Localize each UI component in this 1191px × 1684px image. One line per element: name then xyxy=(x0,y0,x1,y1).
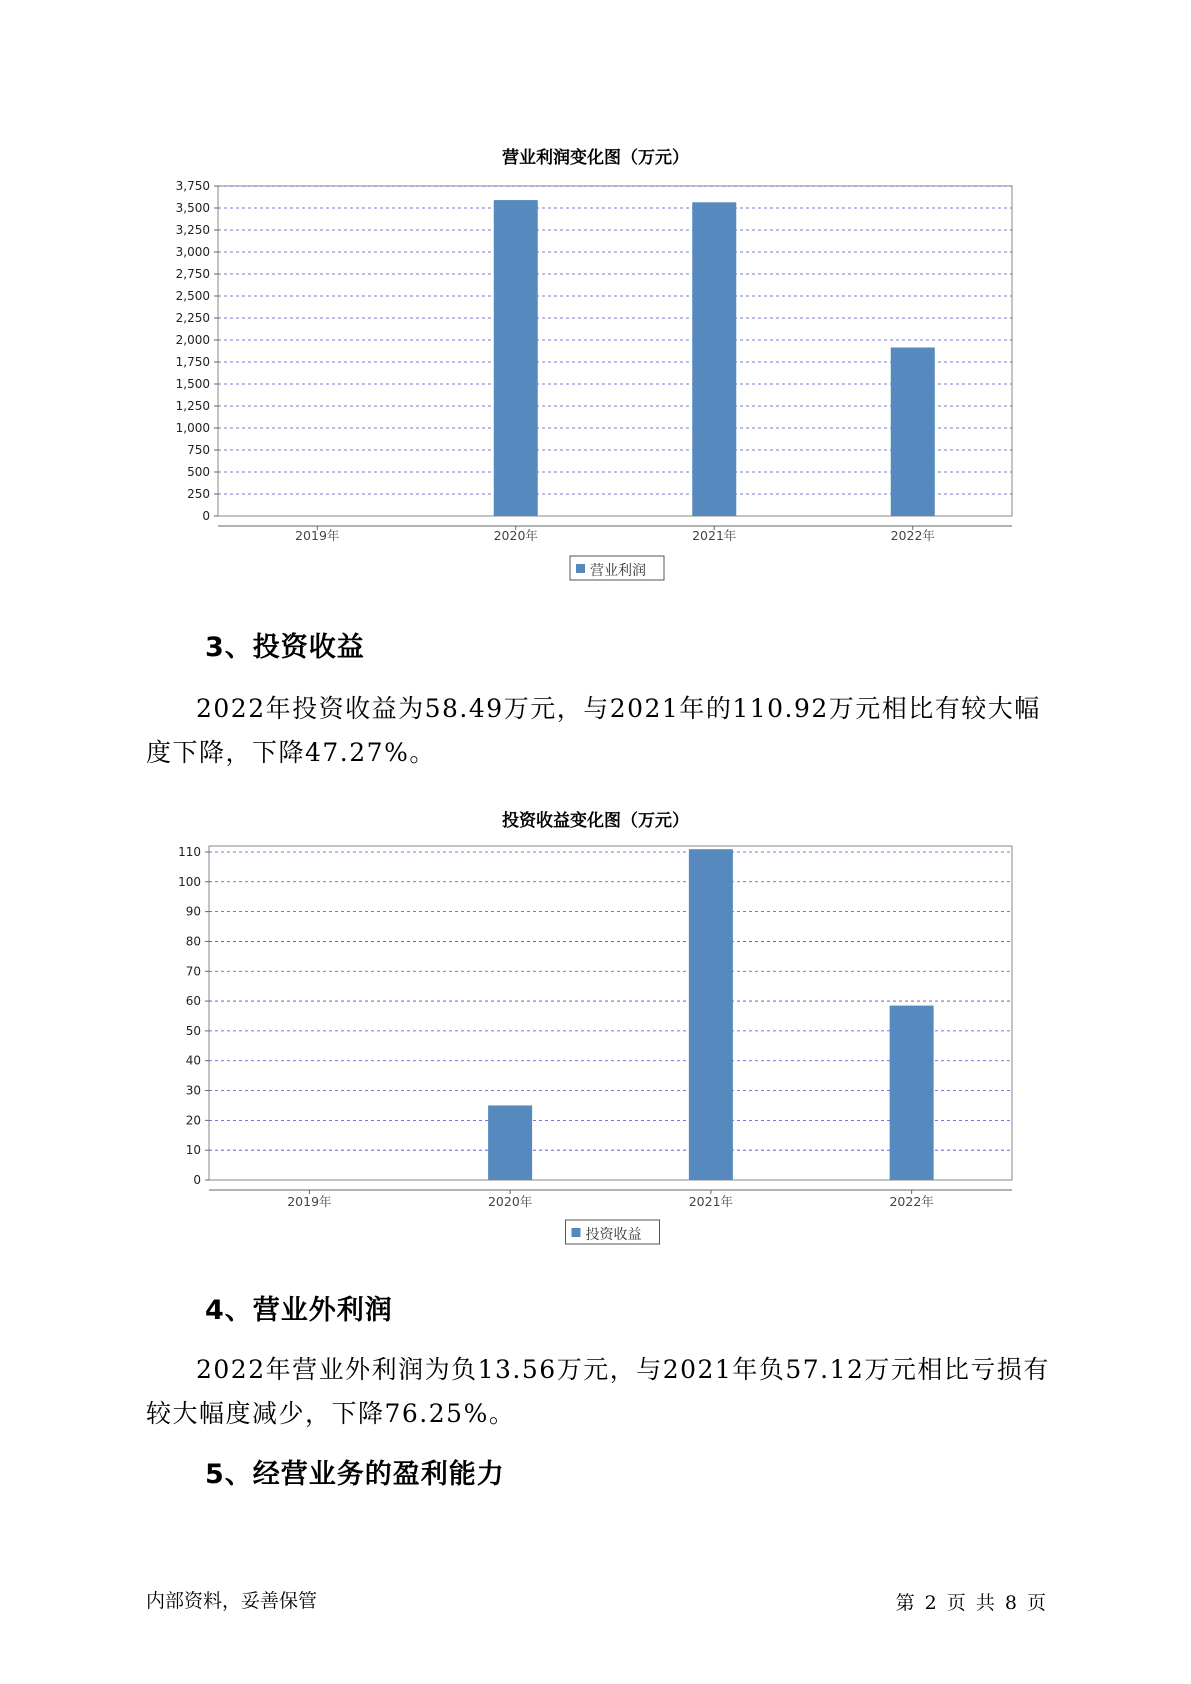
chart1-title: 营业利润变化图（万元） xyxy=(502,148,689,168)
section-4-paragraph: 2022年营业外利润为负13.56万元，与2021年负57.12万元相比亏损有较大幅度减少，下降76.25%。 xyxy=(146,1355,1050,1428)
footer-confidential: 内部资料，妥善保管 xyxy=(146,1590,318,1612)
operating-profit-chart xyxy=(0,160,1191,600)
x-tick-label: 2021年 xyxy=(688,1194,734,1209)
y-tick-label: 2,750 xyxy=(175,267,210,281)
y-tick-label: 2,000 xyxy=(175,333,210,347)
y-tick-label: 3,500 xyxy=(175,201,210,215)
x-tick-label: 2020年 xyxy=(493,528,538,543)
y-tick-label: 90 xyxy=(185,904,201,919)
y-tick-label: 50 xyxy=(185,1023,201,1038)
y-tick-label: 3,250 xyxy=(175,223,210,237)
y-tick-label: 10 xyxy=(185,1143,201,1158)
footer-page-number: 第 2 页 共 8 页 xyxy=(895,1592,1046,1614)
x-tick-label: 2019年 xyxy=(287,1194,332,1209)
y-tick-label: 2,500 xyxy=(175,289,210,303)
section-5-heading: 5、经营业务的盈利能力 xyxy=(205,1459,505,1490)
y-tick-label: 1,500 xyxy=(175,377,210,391)
x-tick-label: 2021年 xyxy=(692,528,737,543)
section-3-heading: 3、投资收益 xyxy=(205,632,365,663)
x-tick-label: 2022年 xyxy=(889,1194,934,1209)
bar-2021年 xyxy=(692,202,736,516)
bar-2022年 xyxy=(891,347,935,516)
legend-label: 营业利润 xyxy=(590,563,646,579)
legend xyxy=(570,556,664,580)
y-tick-label: 2,250 xyxy=(175,311,210,325)
legend-swatch xyxy=(572,1228,581,1237)
y-tick-label: 30 xyxy=(185,1083,201,1098)
y-tick-label: 70 xyxy=(185,964,201,979)
legend-label: 投资收益 xyxy=(585,1227,642,1243)
y-tick-label: 250 xyxy=(187,487,210,501)
y-tick-label: 80 xyxy=(185,934,201,949)
investment-income-chart xyxy=(0,824,1191,1264)
y-tick-label: 3,750 xyxy=(175,179,210,193)
y-tick-label: 3,000 xyxy=(175,245,210,259)
chart2-title: 投资收益变化图（万元） xyxy=(502,811,689,831)
bar-2020年 xyxy=(488,1105,532,1180)
y-tick-label: 1,250 xyxy=(175,399,210,413)
bar-2021年 xyxy=(689,849,733,1180)
y-tick-label: 1,750 xyxy=(175,355,210,369)
bar-2020年 xyxy=(494,200,538,516)
y-tick-label: 750 xyxy=(187,443,210,457)
section-3-paragraph: 2022年投资收益为58.49万元，与2021年的110.92万元相比有较大幅度下降，下降47.27%。 xyxy=(146,694,1041,767)
bar-2022年 xyxy=(890,1006,934,1180)
y-tick-label: 0 xyxy=(202,509,210,523)
legend xyxy=(566,1220,660,1244)
section-4-heading: 4、营业外利润 xyxy=(205,1295,393,1326)
x-tick-label: 2022年 xyxy=(890,528,935,543)
x-tick-label: 2019年 xyxy=(295,528,340,543)
y-tick-label: 60 xyxy=(185,994,201,1009)
y-tick-label: 500 xyxy=(187,465,210,479)
x-tick-label: 2020年 xyxy=(487,1194,533,1209)
y-tick-label: 100 xyxy=(178,874,201,889)
y-tick-label: 40 xyxy=(185,1053,201,1068)
y-tick-label: 110 xyxy=(178,844,201,859)
y-tick-label: 0 xyxy=(193,1173,201,1187)
y-tick-label: 20 xyxy=(185,1113,201,1128)
y-tick-label: 1,000 xyxy=(175,421,210,435)
legend-swatch xyxy=(576,564,585,573)
